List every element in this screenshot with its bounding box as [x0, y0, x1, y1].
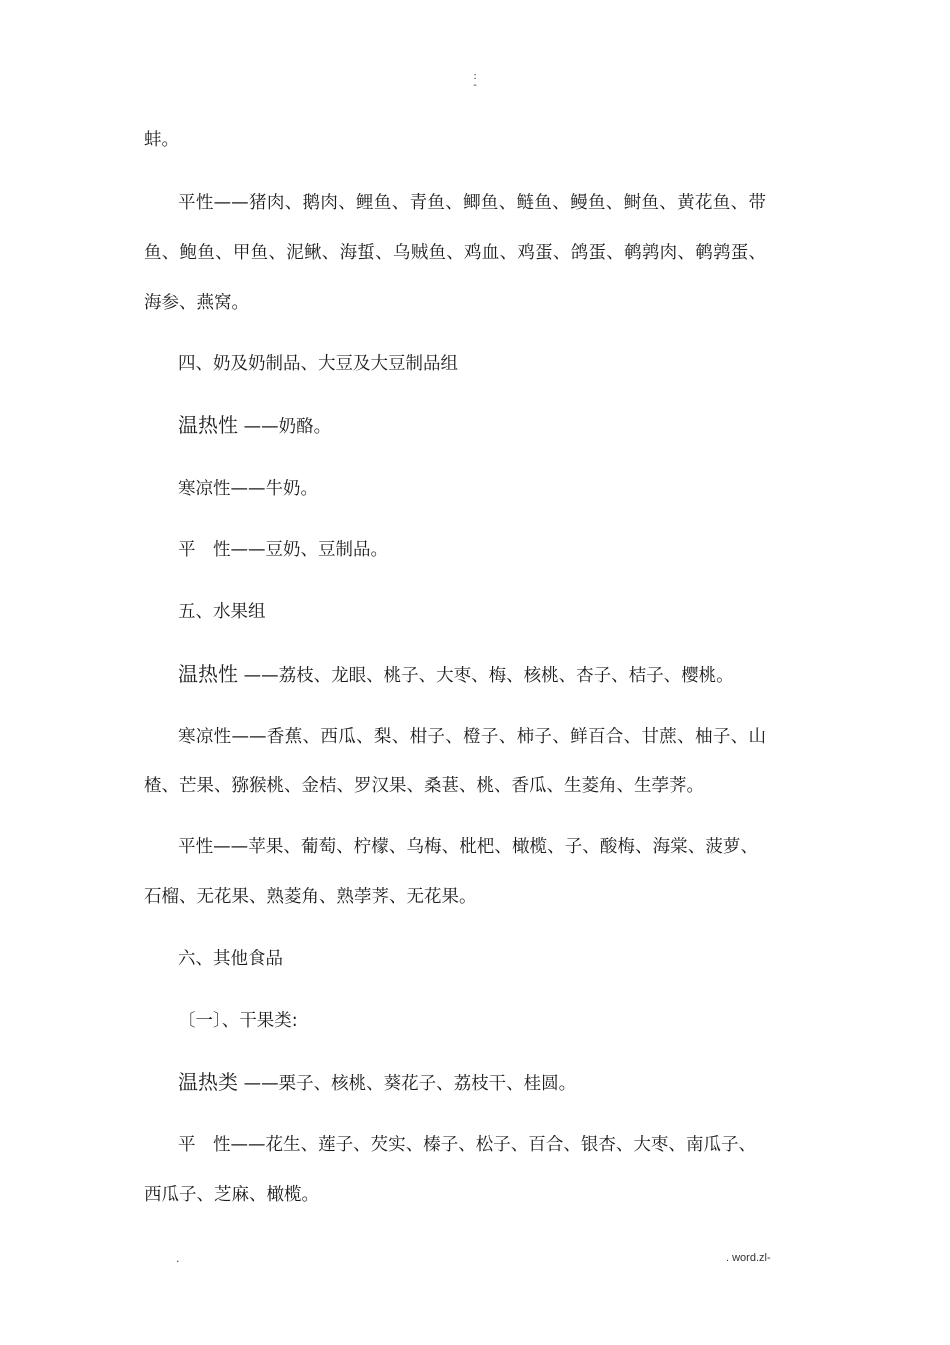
- header-mark-bottom: -: [473, 80, 477, 91]
- text-line-13: 平性——苹果、葡萄、柠檬、乌梅、枇杷、橄榄、子、酸梅、海棠、菠萝、: [178, 837, 758, 857]
- page-header-mark: [0, 72, 950, 90]
- text-line-4: 海参、燕窝。: [144, 293, 249, 313]
- text-line-8: 平 性——豆奶、豆制品。: [178, 540, 388, 560]
- header-mark-top: :: [473, 71, 477, 82]
- section-heading-other-foods: 六、其他食品: [178, 949, 283, 969]
- category-items: ——奶酪。: [243, 417, 332, 437]
- footer-left-mark: .: [176, 1252, 180, 1265]
- text-line-12: 楂、芒果、猕猴桃、金桔、罗汉果、桑葚、桃、香瓜、生菱角、生荸荠。: [144, 776, 704, 796]
- category-label-warm: 温热性: [178, 413, 238, 437]
- text-line-18: 平 性——花生、莲子、芡实、榛子、松子、百合、银杏、大枣、南瓜子、: [178, 1135, 756, 1155]
- text-line-14: 石榴、无花果、熟菱角、熟荸荠、无花果。: [144, 887, 477, 907]
- category-label-warm: 温热类: [178, 1070, 238, 1094]
- text-line-10: [178, 664, 818, 686]
- text-line-1: 蚌。: [144, 130, 179, 150]
- text-line-7: 寒凉性——牛奶。: [178, 479, 318, 499]
- text-line-19: 西瓜子、芝麻、橄榄。: [144, 1185, 319, 1205]
- text-line-6: [178, 415, 818, 437]
- section-heading-fruit: 五、水果组: [178, 602, 266, 622]
- category-label-warm: 温热性: [178, 662, 238, 686]
- category-items: ——荔枝、龙眼、桃子、大枣、梅、核桃、杏子、桔子、樱桃。: [243, 666, 734, 686]
- footer-watermark: . word.zl-: [726, 1252, 771, 1264]
- text-line-11: 寒凉性——香蕉、西瓜、梨、柑子、橙子、柿子、鲜百合、甘蔗、柚子、山: [178, 727, 766, 747]
- text-line-2: 平性——猪肉、鹅肉、鲤鱼、青鱼、鲫鱼、鲢鱼、鳗鱼、鲥鱼、黄花鱼、带: [178, 193, 766, 213]
- subsection-heading-dried-fruit: 〔一〕、干果类:: [178, 1011, 298, 1031]
- text-line-17: [178, 1072, 818, 1094]
- text-line-3: 鱼、鲍鱼、甲鱼、泥鳅、海蜇、乌贼鱼、鸡血、鸡蛋、鸽蛋、鹌鹑肉、鹌鹑蛋、: [144, 243, 766, 263]
- category-items: ——栗子、核桃、葵花子、荔枝干、桂圆。: [243, 1074, 577, 1094]
- section-heading-dairy-soy: 四、奶及奶制品、大豆及大豆制品组: [178, 354, 458, 374]
